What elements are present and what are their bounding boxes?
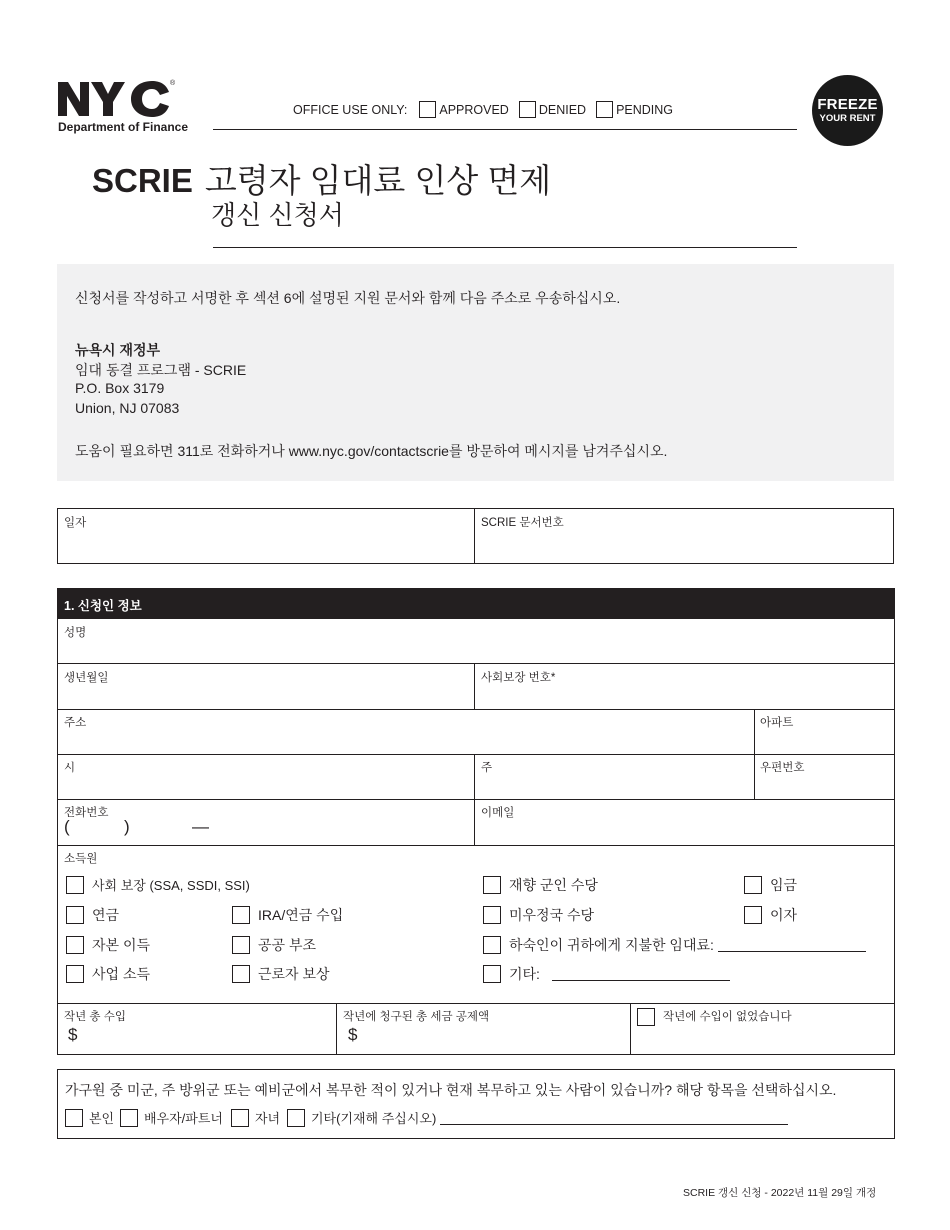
denied-checkbox[interactable] [519, 101, 536, 118]
zip-label: 우편번호 [760, 762, 805, 774]
section1-header: 1. 신청인 정보 [57, 588, 895, 619]
dob-field[interactable] [58, 682, 474, 708]
city-field[interactable] [58, 772, 474, 798]
office-option-approved[interactable] [419, 101, 508, 118]
checkbox[interactable] [66, 906, 84, 924]
checkbox[interactable] [232, 906, 250, 924]
option-label: 미우정국 수당 [509, 907, 595, 923]
address-label: 주소 [64, 717, 87, 729]
option-label: 이자 [770, 907, 798, 923]
income-business[interactable] [66, 964, 150, 984]
checkbox[interactable] [231, 1109, 249, 1127]
option-label: 작년에 수입이 없었습니다 [663, 1011, 792, 1023]
mailing-line2: P.O. Box 3179 [75, 380, 165, 396]
row-rule [58, 845, 894, 846]
currency-sign: $ [348, 1025, 358, 1044]
state-field[interactable] [475, 772, 754, 798]
help-text: 도움이 필요하면 311로 전화하거나 www.nyc.gov/contactscrie를 방문하여 메시지를 남겨주십시오. [75, 443, 668, 459]
instructions-box [57, 264, 894, 481]
option-label: 사업 소득 [92, 966, 150, 982]
checkbox[interactable] [744, 906, 762, 924]
option-label: 기타(기재해 주십시오) [311, 1111, 437, 1126]
email-field[interactable] [475, 817, 894, 844]
pending-checkbox[interactable] [596, 101, 613, 118]
income-veterans[interactable] [483, 875, 598, 895]
military-service-box [57, 1069, 895, 1139]
office-option-denied[interactable] [519, 101, 586, 118]
apt-field[interactable] [755, 727, 894, 753]
option-label: 배우자/파트너 [144, 1111, 223, 1126]
row-rule [58, 709, 894, 710]
phone-field[interactable] [64, 817, 464, 841]
title-rest: 고령자 임대료 인상 면제 [204, 162, 552, 199]
total-income-label: 작년 총 수입 [64, 1011, 126, 1023]
header-rule [213, 129, 797, 130]
phone-dash: — [192, 817, 209, 836]
income-workers-comp[interactable] [232, 964, 330, 984]
option-label: 기타: [509, 966, 540, 982]
phone-open-paren: ( [64, 817, 70, 836]
option-label: 재향 군인 수당 [509, 877, 598, 893]
address-field[interactable] [58, 727, 754, 753]
registered-mark: ® [170, 80, 176, 87]
checkbox[interactable] [483, 876, 501, 894]
income-lodger-rent[interactable] [483, 935, 866, 955]
revision-footer: SCRIE 갱신 신청 - 2022년 11월 29일 개정 [683, 1187, 877, 1199]
option-label: IRA/연금 수입 [258, 907, 344, 923]
date-field[interactable] [58, 527, 474, 563]
other-income-line[interactable] [552, 967, 730, 981]
option-label: 공공 부조 [258, 937, 316, 953]
checkbox[interactable] [66, 876, 84, 894]
military-question: 가구원 중 미군, 주 방위군 또는 예비군에서 복무한 적이 있거나 현재 복무하고 있는 사람이 있습니까? 해당 항목을 선택하십시오. [65, 1082, 837, 1098]
tax-deductions-field[interactable] [348, 1025, 628, 1049]
checkbox[interactable] [65, 1109, 83, 1127]
dob-label: 생년월일 [64, 672, 109, 684]
ssn-label: 사회보장 번호* [481, 672, 556, 684]
checkbox[interactable] [66, 936, 84, 954]
office-use-label: OFFICE USE ONLY: [293, 102, 408, 117]
instructions-intro: 신청서를 작성하고 서명한 후 섹션 6에 설명된 지원 문서와 함께 다음 주소로 우송하십시오. [75, 290, 621, 306]
denied-label: DENIED [538, 102, 587, 117]
name-field[interactable] [58, 637, 894, 663]
lodger-rent-line[interactable] [718, 938, 866, 952]
checkbox[interactable] [232, 936, 250, 954]
approved-label: APPROVED [439, 102, 509, 117]
income-public-assistance[interactable] [232, 935, 316, 955]
row-rule [58, 1003, 894, 1004]
pending-label: PENDING [616, 102, 674, 117]
no-income-option[interactable] [637, 1008, 792, 1026]
military-other[interactable] [287, 1108, 788, 1127]
name-label: 성명 [64, 627, 87, 639]
income-other[interactable] [483, 964, 730, 984]
income-state-dept[interactable] [483, 905, 594, 925]
military-spouse[interactable] [120, 1108, 223, 1127]
income-wages[interactable] [744, 875, 797, 895]
option-label: 사회 보장 (SSA, SSDI, SSI) [92, 878, 250, 893]
option-label: 하숙인이 귀하에게 지불한 임대료: [509, 937, 714, 953]
income-sources-label: 소득원 [64, 853, 98, 865]
military-child[interactable] [231, 1108, 280, 1127]
freeze-your-rent-badge [812, 75, 883, 146]
office-option-pending[interactable] [596, 101, 673, 118]
title-rule [213, 247, 797, 248]
office-use-row [293, 101, 683, 118]
income-capital-gains[interactable] [66, 935, 150, 955]
mailing-name: 뉴욕시 재정부 [75, 342, 161, 358]
checkbox[interactable] [66, 965, 84, 983]
checkbox[interactable] [483, 936, 501, 954]
checkbox[interactable] [120, 1109, 138, 1127]
date-case-box [57, 508, 894, 564]
divider [336, 1004, 337, 1054]
option-label: 본인 [89, 1111, 115, 1126]
checkbox[interactable] [744, 876, 762, 894]
option-label: 임금 [770, 877, 798, 893]
date-label: 일자 [64, 517, 87, 529]
badge-line1: FREEZE [817, 96, 878, 114]
mailing-line1: 임대 동결 프로그램 - SCRIE [75, 362, 247, 378]
checkbox[interactable] [287, 1109, 305, 1127]
case-number-field[interactable] [475, 527, 893, 563]
military-self[interactable] [65, 1108, 114, 1127]
total-income-field[interactable] [68, 1025, 328, 1049]
income-interest[interactable] [744, 905, 797, 925]
option-label: 근로자 보상 [258, 966, 330, 982]
checkbox[interactable] [483, 965, 501, 983]
income-pension[interactable] [66, 905, 119, 925]
checkbox[interactable] [483, 906, 501, 924]
option-label: 자녀 [255, 1111, 281, 1126]
tax-deductions-label: 작년에 청구된 총 세금 공제액 [343, 1011, 490, 1023]
row-rule [58, 754, 894, 755]
city-label: 시 [64, 762, 76, 774]
email-label: 이메일 [481, 807, 515, 819]
phone-close-paren: ) [124, 817, 130, 836]
approved-checkbox[interactable] [419, 101, 436, 118]
title-bold: SCRIE [92, 162, 193, 199]
no-income-checkbox[interactable] [637, 1008, 655, 1026]
page-subtitle: 갱신 신청서 [211, 200, 344, 230]
zip-field[interactable] [755, 772, 894, 798]
option-label: 자본 이득 [92, 937, 150, 953]
income-social-security[interactable] [66, 875, 250, 894]
department-name: Department of Finance [58, 120, 189, 134]
apt-label: 아파트 [760, 717, 794, 729]
currency-sign: $ [68, 1025, 78, 1044]
row-rule [58, 663, 894, 664]
option-label: 연금 [92, 907, 120, 923]
row-rule [58, 799, 894, 800]
section1-grid [57, 619, 895, 1055]
badge-line2: YOUR RENT [819, 113, 876, 125]
military-other-line[interactable] [440, 1111, 788, 1125]
state-label: 주 [481, 762, 493, 774]
ssn-field[interactable] [475, 682, 894, 708]
nyc-dof-logo [58, 80, 203, 134]
mailing-line3: Union, NJ 07083 [75, 400, 180, 416]
nyc-logo-icon [58, 80, 170, 118]
divider [630, 1004, 631, 1054]
case-number-label: SCRIE 문서번호 [481, 517, 564, 529]
phone-label: 전화번호 [64, 807, 109, 819]
checkbox[interactable] [232, 965, 250, 983]
income-ira[interactable] [232, 905, 343, 925]
